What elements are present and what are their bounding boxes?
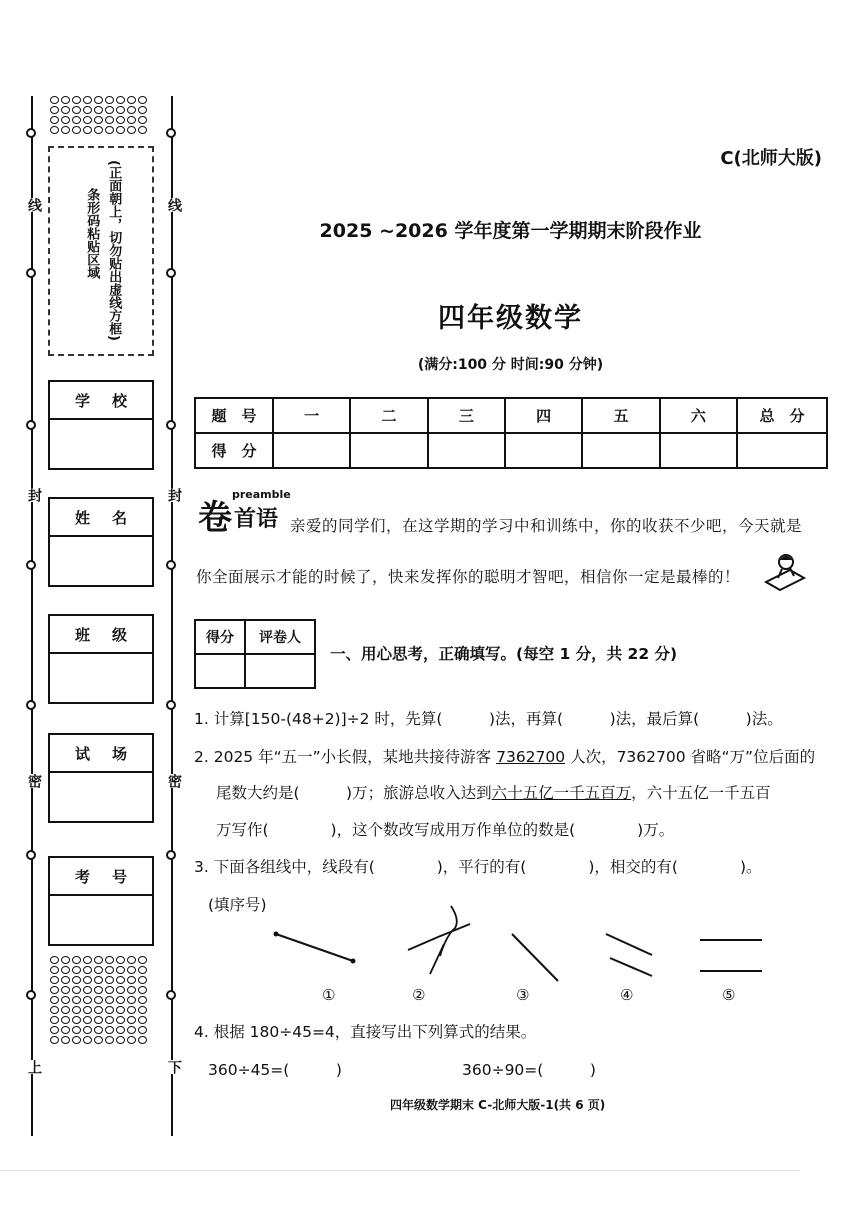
side-char-feng-right: 封 bbox=[166, 488, 182, 502]
exam-year-title: 2025 ~2026 学年度第一学期期末阶段作业 bbox=[319, 220, 702, 242]
figure-3-line bbox=[512, 934, 558, 981]
figure-1-segment bbox=[276, 934, 353, 961]
question-4-item-b: 360÷90=( ) bbox=[462, 1061, 596, 1079]
figure-label-1: ① bbox=[322, 986, 336, 1004]
grader-table bbox=[194, 619, 316, 689]
exam-subject-title: 四年级数学 bbox=[438, 303, 583, 334]
omr-dot bbox=[61, 1026, 70, 1034]
omr-dot bbox=[94, 1016, 103, 1024]
omr-dot bbox=[72, 1006, 81, 1014]
omr-dot bbox=[83, 96, 92, 104]
omr-dot bbox=[72, 976, 81, 984]
omr-dot-grid-top bbox=[50, 96, 148, 135]
omr-dot bbox=[72, 116, 81, 124]
omr-dot bbox=[50, 116, 59, 124]
field-school-blank[interactable] bbox=[50, 420, 152, 468]
field-exam-number-label: 考号 bbox=[50, 858, 152, 896]
question-4-item-a: 360÷45=( ) bbox=[208, 1061, 342, 1079]
field-school bbox=[48, 380, 154, 470]
omr-dot-grid-bottom bbox=[50, 956, 148, 1045]
score-table-cell: 得 分 bbox=[195, 433, 273, 468]
omr-dot bbox=[105, 96, 114, 104]
question-2-line-3: 万写作( )，这个数改写成用万作单位的数是( )万。 bbox=[216, 821, 675, 839]
omr-dot bbox=[105, 986, 114, 994]
preamble-line-2: 你全面展示才能的时候了，快来发挥你的聪明才智吧，相信你一定是最棒的！ bbox=[196, 568, 741, 586]
score-table-cell: 五 bbox=[582, 398, 659, 433]
ring-mark bbox=[26, 700, 36, 710]
omr-dot bbox=[50, 126, 59, 134]
omr-dot bbox=[72, 956, 81, 964]
omr-dot bbox=[61, 966, 70, 974]
omr-dot bbox=[116, 976, 125, 984]
omr-dot bbox=[94, 976, 103, 984]
omr-dot bbox=[72, 1016, 81, 1024]
figure-1-endpoint bbox=[351, 959, 356, 964]
figure-4-line-b bbox=[610, 958, 652, 976]
omr-dot bbox=[61, 996, 70, 1004]
omr-dot bbox=[138, 96, 147, 104]
omr-dot bbox=[72, 1026, 81, 1034]
score-table-cell: 总 分 bbox=[737, 398, 827, 433]
omr-dot bbox=[127, 1006, 136, 1014]
omr-dot bbox=[83, 1026, 92, 1034]
question-2-amount: 六十五亿一千五百万 bbox=[491, 784, 632, 802]
omr-dot bbox=[116, 126, 125, 134]
question-2-text-c: 尾数大约是( )万；旅游总收入达到 bbox=[216, 784, 492, 802]
omr-dot bbox=[105, 1036, 114, 1044]
omr-dot bbox=[61, 976, 70, 984]
omr-dot bbox=[94, 96, 103, 104]
omr-dot bbox=[138, 126, 147, 134]
omr-dot bbox=[83, 1016, 92, 1024]
omr-dot bbox=[116, 1006, 125, 1014]
omr-dot bbox=[83, 1006, 92, 1014]
omr-dot bbox=[105, 126, 114, 134]
omr-dot bbox=[83, 116, 92, 124]
grader-reviewer-blank[interactable] bbox=[245, 654, 315, 688]
omr-dot bbox=[94, 126, 103, 134]
omr-dot bbox=[116, 986, 125, 994]
omr-dot bbox=[72, 106, 81, 114]
score-blank[interactable] bbox=[737, 433, 827, 468]
omr-dot bbox=[127, 976, 136, 984]
question-4: 4. 根据 180÷45=4，直接写出下列算式的结果。 bbox=[194, 1023, 537, 1041]
score-table bbox=[194, 397, 828, 469]
field-school-label: 学校 bbox=[50, 382, 152, 420]
question-2-text-d: ，六十五亿一千五百 bbox=[631, 784, 771, 802]
preamble-line-1: 亲爱的同学们，在这学期的学习中和训练中，你的收获不少吧，今天就是 bbox=[290, 517, 803, 535]
field-name bbox=[48, 497, 154, 587]
omr-dot bbox=[105, 106, 114, 114]
omr-dot bbox=[127, 96, 136, 104]
omr-dot bbox=[127, 966, 136, 974]
exam-meta: (满分:100 分 时间:90 分钟) bbox=[417, 357, 604, 373]
figure-2-line-c bbox=[430, 944, 444, 974]
omr-dot bbox=[127, 106, 136, 114]
student-writing-icon bbox=[760, 552, 808, 592]
question-2-text-b: 人次，7362700 省略“万”位后面的 bbox=[570, 748, 816, 766]
cut-line-left bbox=[31, 96, 33, 1136]
field-name-blank[interactable] bbox=[50, 537, 152, 585]
omr-dot bbox=[116, 996, 125, 1004]
omr-dot bbox=[105, 966, 114, 974]
ring-mark bbox=[166, 700, 176, 710]
omr-dot bbox=[50, 956, 59, 964]
omr-dot bbox=[116, 116, 125, 124]
omr-dot bbox=[138, 986, 147, 994]
omr-dot bbox=[127, 1036, 136, 1044]
field-exam-room bbox=[48, 733, 154, 823]
question-2-text-a: 2. 2025 年“五一”小长假，某地共接待游客 bbox=[194, 748, 492, 766]
side-char-feng-left: 封 bbox=[26, 488, 42, 502]
omr-dot bbox=[127, 116, 136, 124]
omr-dot bbox=[72, 96, 81, 104]
omr-dot bbox=[127, 1026, 136, 1034]
omr-dot bbox=[61, 126, 70, 134]
omr-dot bbox=[72, 126, 81, 134]
ring-mark bbox=[166, 420, 176, 430]
grader-reviewer-label: 评卷人 bbox=[245, 620, 315, 654]
preamble-logo-word: preamble bbox=[232, 488, 291, 501]
score-table-cell: 四 bbox=[505, 398, 582, 433]
ring-mark bbox=[166, 128, 176, 138]
omr-dot bbox=[138, 116, 147, 124]
ring-mark bbox=[26, 990, 36, 1000]
field-exam-room-blank[interactable] bbox=[50, 773, 152, 821]
omr-dot bbox=[105, 1026, 114, 1034]
figure-label-2: ② bbox=[412, 986, 426, 1004]
preamble-logo bbox=[198, 488, 291, 538]
omr-dot bbox=[83, 966, 92, 974]
omr-dot bbox=[83, 976, 92, 984]
side-char-xian-left: 线 bbox=[26, 198, 42, 212]
question-2-line-2 bbox=[216, 781, 771, 803]
omr-dot bbox=[72, 1036, 81, 1044]
ring-mark bbox=[26, 850, 36, 860]
omr-dot bbox=[138, 1016, 147, 1024]
question-3: 3. 下面各组线中，线段有( )，平行的有( )，相交的有( )。 bbox=[194, 858, 762, 876]
ring-mark bbox=[26, 560, 36, 570]
omr-dot bbox=[83, 986, 92, 994]
omr-dot bbox=[72, 986, 81, 994]
omr-dot bbox=[105, 1006, 114, 1014]
omr-dot bbox=[127, 126, 136, 134]
omr-dot bbox=[94, 966, 103, 974]
field-class-blank[interactable] bbox=[50, 654, 152, 702]
edition-label: C(北师大版) bbox=[720, 148, 822, 169]
omr-dot bbox=[138, 1036, 147, 1044]
bottom-rule bbox=[0, 1170, 800, 1171]
omr-dot bbox=[61, 956, 70, 964]
omr-dot bbox=[61, 986, 70, 994]
section-1-title: 一、用心思考，正确填写。(每空 1 分，共 22 分) bbox=[330, 645, 678, 663]
barcode-area bbox=[48, 146, 154, 356]
side-char-mi-right: 密 bbox=[166, 774, 182, 788]
barcode-note: (正面朝上，切勿贴出虚线方框) bbox=[106, 160, 122, 341]
omr-dot bbox=[127, 1016, 136, 1024]
omr-dot bbox=[105, 996, 114, 1004]
q3-line-figures bbox=[260, 900, 780, 990]
score-table-header-row bbox=[195, 398, 827, 433]
omr-dot bbox=[94, 1026, 103, 1034]
grader-score-blank[interactable] bbox=[195, 654, 245, 688]
omr-dot bbox=[50, 986, 59, 994]
omr-dot bbox=[105, 956, 114, 964]
ring-mark bbox=[26, 128, 36, 138]
score-table-cell: 三 bbox=[428, 398, 505, 433]
score-blank[interactable] bbox=[582, 433, 659, 468]
omr-dot bbox=[50, 1036, 59, 1044]
question-3-hint: (填序号) bbox=[208, 896, 267, 914]
omr-dot bbox=[61, 1006, 70, 1014]
omr-dot bbox=[94, 1006, 103, 1014]
omr-dot bbox=[50, 106, 59, 114]
omr-dot bbox=[138, 1006, 147, 1014]
omr-dot bbox=[116, 1036, 125, 1044]
omr-dot bbox=[94, 1036, 103, 1044]
omr-dot bbox=[50, 1016, 59, 1024]
preamble-logo-big: 卷 bbox=[198, 498, 232, 538]
omr-dot bbox=[61, 116, 70, 124]
barcode-label: 条形码粘贴区域 bbox=[84, 188, 100, 279]
omr-dot bbox=[116, 1016, 125, 1024]
score-blank[interactable] bbox=[273, 433, 350, 468]
page-footer: 四年级数学期末 C-北师大版-1(共 6 页) bbox=[390, 1098, 606, 1112]
ring-mark bbox=[26, 268, 36, 278]
side-char-mi-left: 密 bbox=[26, 774, 42, 788]
omr-dot bbox=[138, 956, 147, 964]
omr-dot bbox=[127, 986, 136, 994]
omr-dot bbox=[50, 96, 59, 104]
omr-dot bbox=[72, 996, 81, 1004]
ring-mark bbox=[26, 420, 36, 430]
side-char-xian-right: 线 bbox=[166, 198, 182, 212]
omr-dot bbox=[94, 106, 103, 114]
score-table-cell: 一 bbox=[273, 398, 350, 433]
omr-dot bbox=[116, 106, 125, 114]
omr-dot bbox=[50, 996, 59, 1004]
score-blank[interactable] bbox=[660, 433, 737, 468]
omr-dot bbox=[138, 106, 147, 114]
omr-dot bbox=[105, 116, 114, 124]
omr-dot bbox=[127, 996, 136, 1004]
figure-label-3: ③ bbox=[516, 986, 530, 1004]
omr-dot bbox=[50, 1006, 59, 1014]
cut-line-right bbox=[171, 96, 173, 1136]
field-exam-room-label: 试场 bbox=[50, 735, 152, 773]
omr-dot bbox=[116, 96, 125, 104]
omr-dot bbox=[61, 1036, 70, 1044]
omr-dot bbox=[50, 1026, 59, 1034]
figure-2-line-b bbox=[408, 924, 470, 950]
question-1: 1. 计算[150-(48+2)]÷2 时，先算( )法，再算( )法，最后算( )法。 bbox=[194, 710, 783, 728]
omr-dot bbox=[61, 1016, 70, 1024]
omr-dot bbox=[105, 976, 114, 984]
score-blank[interactable] bbox=[350, 433, 427, 468]
omr-dot bbox=[116, 966, 125, 974]
score-blank[interactable] bbox=[505, 433, 582, 468]
field-class-label: 班级 bbox=[50, 616, 152, 654]
omr-dot bbox=[50, 966, 59, 974]
omr-dot bbox=[116, 956, 125, 964]
score-table-score-row bbox=[195, 433, 827, 468]
omr-dot bbox=[105, 1016, 114, 1024]
omr-dot bbox=[83, 126, 92, 134]
side-char-xia: 下 bbox=[166, 1060, 182, 1074]
omr-dot bbox=[116, 1026, 125, 1034]
omr-dot bbox=[50, 976, 59, 984]
omr-dot bbox=[138, 1026, 147, 1034]
omr-dot bbox=[127, 956, 136, 964]
omr-dot bbox=[72, 966, 81, 974]
omr-dot bbox=[138, 996, 147, 1004]
score-table-cell: 二 bbox=[350, 398, 427, 433]
omr-dot bbox=[138, 966, 147, 974]
omr-dot bbox=[94, 996, 103, 1004]
field-exam-number-blank[interactable] bbox=[50, 896, 152, 944]
omr-dot bbox=[94, 986, 103, 994]
omr-dot bbox=[61, 106, 70, 114]
score-table-cell: 题 号 bbox=[195, 398, 273, 433]
ring-mark bbox=[166, 850, 176, 860]
score-table-cell: 六 bbox=[660, 398, 737, 433]
field-exam-number bbox=[48, 856, 154, 946]
ring-mark bbox=[166, 268, 176, 278]
omr-dot bbox=[94, 956, 103, 964]
preamble-logo-small: 首语 bbox=[234, 507, 279, 532]
omr-dot bbox=[83, 956, 92, 964]
omr-dot bbox=[61, 96, 70, 104]
figure-label-4: ④ bbox=[620, 986, 634, 1004]
grader-score-label: 得分 bbox=[195, 620, 245, 654]
ring-mark bbox=[166, 990, 176, 1000]
omr-dot bbox=[83, 996, 92, 1004]
question-2-line-1 bbox=[194, 745, 815, 767]
field-class bbox=[48, 614, 154, 704]
figure-label-5: ⑤ bbox=[722, 986, 736, 1004]
side-char-shang: 上 bbox=[26, 1060, 42, 1074]
field-name-label: 姓名 bbox=[50, 499, 152, 537]
figure-4-line-a bbox=[606, 934, 652, 955]
question-2-number: 7362700 bbox=[496, 748, 566, 766]
score-blank[interactable] bbox=[428, 433, 505, 468]
omr-dot bbox=[94, 116, 103, 124]
figure-1-endpoint bbox=[274, 932, 279, 937]
omr-dot bbox=[83, 1036, 92, 1044]
ring-mark bbox=[166, 560, 176, 570]
omr-dot bbox=[83, 106, 92, 114]
omr-dot bbox=[138, 976, 147, 984]
